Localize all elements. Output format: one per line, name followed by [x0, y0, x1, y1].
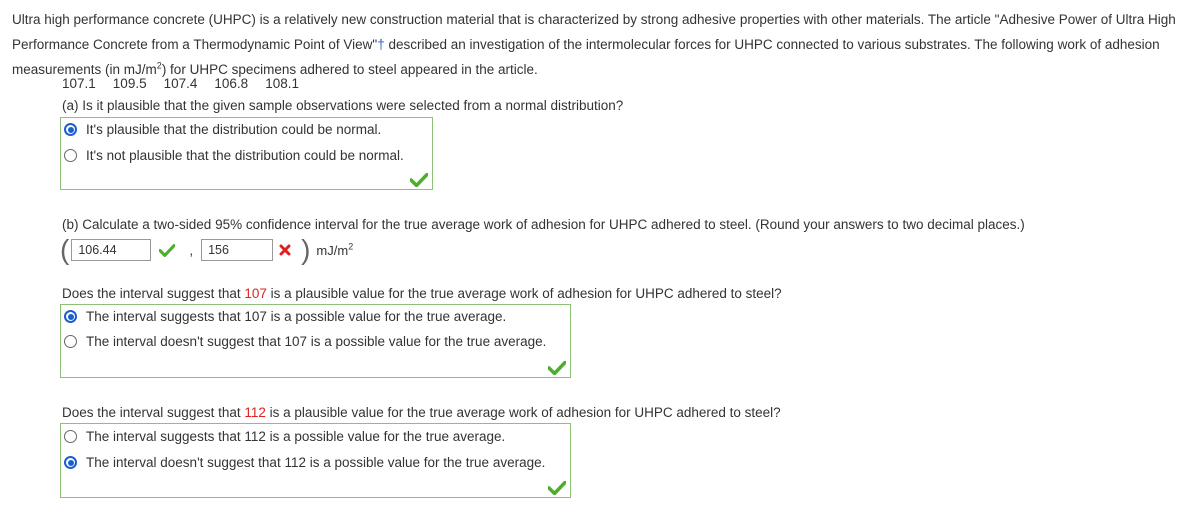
- highlight-value: 107: [244, 286, 267, 301]
- problem-intro: [12, 7, 1188, 82]
- part-a-question: (a) Is it plausible that the given sample observations were selected from a normal distribution?: [62, 98, 624, 113]
- correct-check-icon: [548, 361, 566, 375]
- question-text: is a plausible value for the true average work of adhesion for UHPC adhered to steel?: [266, 286, 782, 301]
- radio-selected-icon[interactable]: [64, 310, 77, 323]
- radio-unselected-icon[interactable]: [64, 335, 77, 348]
- intro-text-end: ) for UHPC specimens adhered to steel appeared in the article.: [161, 62, 538, 77]
- correct-check-icon: [159, 244, 175, 257]
- radio-selected-icon[interactable]: [64, 123, 77, 136]
- radio-unselected-icon[interactable]: [64, 430, 77, 443]
- close-paren: ): [301, 234, 311, 265]
- highlight-value: 112: [244, 405, 266, 420]
- intro-text-2: described an investigation of the intermolecular forces for UHPC connected to various substrates. The following work of adhesion measurements (in mJ/m: [12, 37, 1160, 77]
- part-a-option-2[interactable]: [64, 148, 404, 163]
- part-b-question: (b) Calculate a two-sided 95% confidence interval for the true average work of adhesion for UHPC adhered to steel. (Round your answers to two decimal places.): [62, 217, 1025, 232]
- question-text: is a plausible value for the true average work of adhesion for UHPC adhered to steel?: [265, 405, 781, 420]
- radio-selected-icon[interactable]: [64, 456, 77, 469]
- unit-text: mJ/m: [316, 242, 349, 258]
- q107-option-2[interactable]: [64, 334, 546, 349]
- option-label: The interval doesn't suggest that 112 is a possible value for the true average.: [86, 455, 546, 470]
- open-paren: (: [60, 234, 70, 265]
- correct-check-icon: [548, 481, 566, 495]
- question-text: Does the interval suggest that: [62, 405, 245, 420]
- data-value: 106.8: [214, 76, 249, 91]
- upper-bound-input[interactable]: 156: [201, 239, 273, 261]
- question-text: Does the interval suggest that: [62, 286, 245, 301]
- q112-option-1[interactable]: [64, 429, 505, 444]
- option-label: It's not plausible that the distribution could be normal.: [86, 148, 404, 163]
- option-label: The interval doesn't suggest that 107 is a possible value for the true average.: [86, 334, 547, 349]
- lower-bound-input[interactable]: 106.44: [71, 239, 151, 261]
- interval-comma: ,: [189, 242, 194, 258]
- q107-option-1[interactable]: [64, 309, 506, 324]
- radio-unselected-icon[interactable]: [64, 149, 77, 162]
- data-value: 108.1: [265, 76, 299, 91]
- unit-superscript: 2: [156, 60, 162, 71]
- q112-question: [62, 405, 781, 420]
- data-values: [62, 76, 316, 91]
- interval-unit: [316, 243, 353, 258]
- incorrect-x-icon: [279, 244, 291, 256]
- option-label: It's plausible that the distribution could be normal.: [86, 122, 382, 137]
- part-a-option-1[interactable]: [64, 122, 381, 137]
- q107-question: [62, 286, 782, 301]
- footnote-dagger-link[interactable]: †: [377, 37, 385, 52]
- data-value: 107.4: [163, 76, 198, 91]
- intro-text: Ultra high performance concrete (UHPC) is a relatively new construction material that is characterized by strong adhesive properties with other materials. The article "Adhesive Power of Ultra High Performance Concrete from a Thermodynamic Point of View": [12, 12, 1176, 52]
- correct-check-icon: [410, 173, 428, 187]
- q112-option-2[interactable]: [64, 455, 545, 470]
- unit-superscript: 2: [348, 241, 354, 252]
- data-value: 109.5: [112, 76, 147, 91]
- option-label: The interval suggests that 107 is a possible value for the true average.: [86, 309, 507, 324]
- option-label: The interval suggests that 112 is a possible value for the true average.: [86, 429, 506, 444]
- data-value: 107.1: [62, 76, 96, 91]
- confidence-interval-row: [60, 236, 353, 264]
